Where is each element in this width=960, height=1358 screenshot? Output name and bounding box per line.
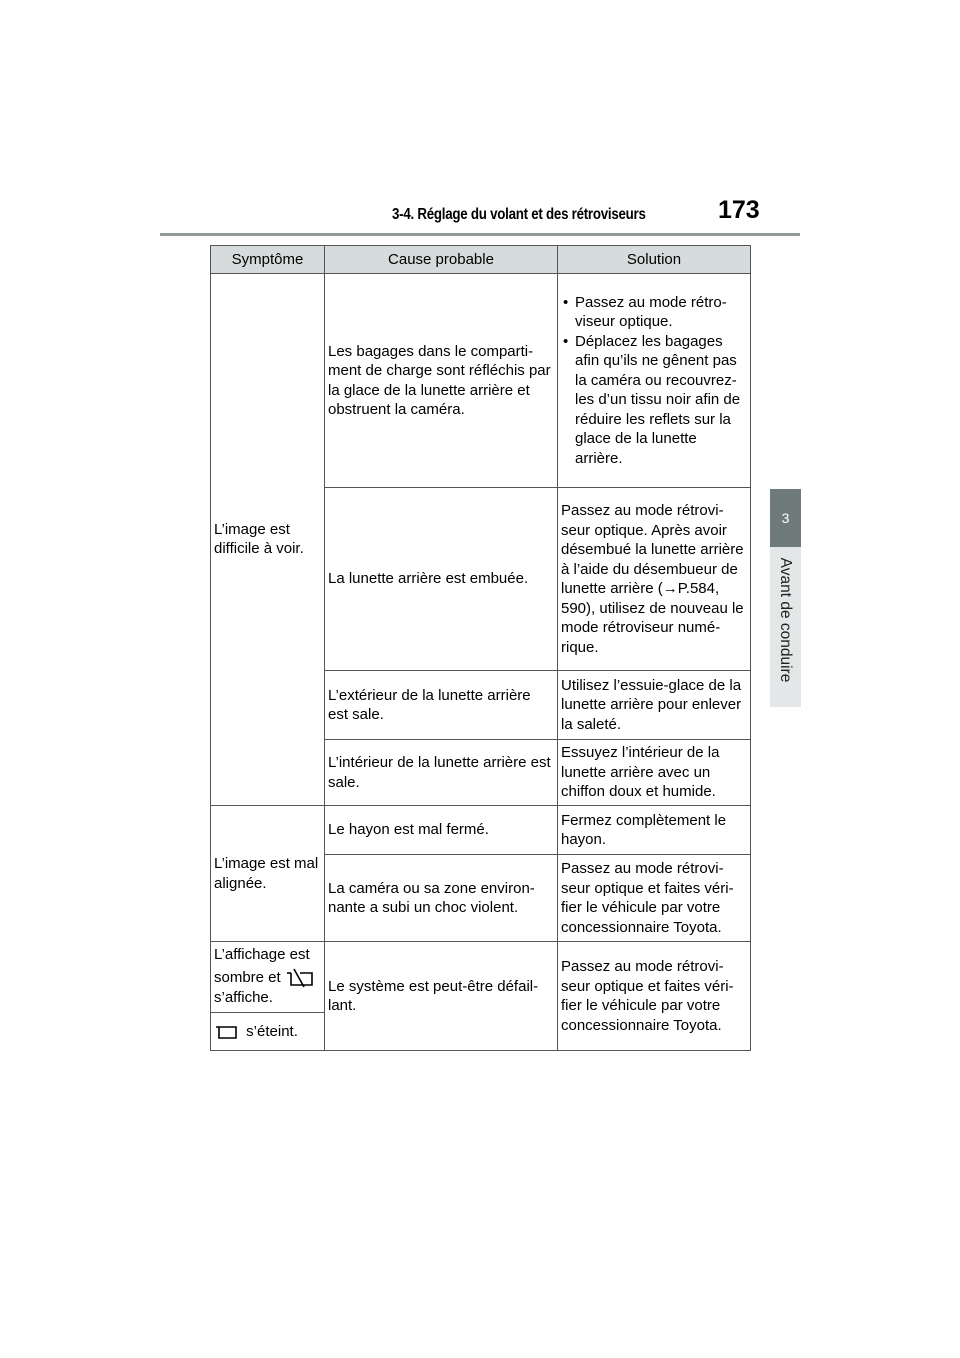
solution-cell: Passez au mode rétrovi-seur optique et faites véri-fier le véhicule par votre concessionnaire Toyota. — [558, 855, 751, 942]
symptom-line: L’affichage est — [214, 946, 310, 963]
solution-cell — [558, 274, 751, 488]
camera-outline-icon — [214, 1024, 238, 1040]
symptom-cell: L’image est mal alignée. — [211, 806, 325, 942]
cause-cell: Le système est peut-être défail-lant. — [325, 942, 558, 1051]
header-solution: Solution — [558, 246, 751, 274]
header-rule — [160, 233, 800, 236]
table-row — [211, 942, 751, 1013]
header-symptom: Symptôme — [211, 246, 325, 274]
solution-cell: Utilisez l’essuie-glace de la lunette arrière pour enlever la saleté. — [558, 671, 751, 740]
section-title: 3-4. Réglage du volant et des rétroviseurs — [392, 206, 646, 223]
symptom-cell: L’image est difficile à voir. — [211, 274, 325, 806]
table-row — [211, 806, 751, 855]
troubleshooting-table — [210, 245, 751, 1051]
page-number: 173 — [718, 196, 760, 224]
chapter-tab-label: Avant de conduire — [777, 557, 794, 683]
camera-warning-icon — [285, 968, 315, 988]
chapter-tab-number: 3 — [770, 489, 801, 547]
cause-cell: La lunette arrière est embuée. — [325, 488, 558, 671]
symptom-line — [214, 968, 321, 988]
table-header-row — [211, 246, 751, 274]
symptom-cell-display-off — [211, 1013, 325, 1051]
solution-cell: Fermez complètement le hayon. — [558, 806, 751, 855]
symptom-text: s’éteint. — [246, 1022, 298, 1040]
solution-cell: Passez au mode rétrovi-seur optique. Après avoir désembué la lunette arrière à l’aide du désembueur de lunette arrière (→P.584, 590), utilisez de nouveau le mode rétroviseur numé-rique. — [558, 488, 751, 671]
cause-cell: Le hayon est mal fermé. — [325, 806, 558, 855]
symptom-line: s’affiche. — [214, 988, 273, 1006]
header-cause: Cause probable — [325, 246, 558, 274]
solution-cell: Essuyez l’intérieur de la lunette arrière avec un chiffon doux et humide. — [558, 740, 751, 806]
solution-cell: Passez au mode rétrovi-seur optique et faites véri-fier le véhicule par votre concessionnaire Toyota. — [558, 942, 751, 1051]
symptom-text: sombre et — [214, 968, 281, 986]
cause-cell: Les bagages dans le comparti-ment de charge sont réfléchis par la glace de la lunette arrière et obstruent la caméra. — [325, 274, 558, 488]
solution-list — [561, 293, 747, 469]
symptom-cell-display-dark — [211, 942, 325, 1013]
table-row — [211, 274, 751, 488]
list-item: • Passez au mode rétro-viseur optique. — [561, 293, 747, 332]
list-item: • Déplacez les bagages afin qu’ils ne gênent pas la caméra ou recouvrez-les d’un tissu noir afin de réduire les reflets sur la glace de la lunette arrière. — [561, 332, 747, 469]
cause-cell: L’intérieur de la lunette arrière est sale. — [325, 740, 558, 806]
cause-cell: La caméra ou sa zone environ-nante a subi un choc violent. — [325, 855, 558, 942]
cause-cell: L’extérieur de la lunette arrière est sale. — [325, 671, 558, 740]
